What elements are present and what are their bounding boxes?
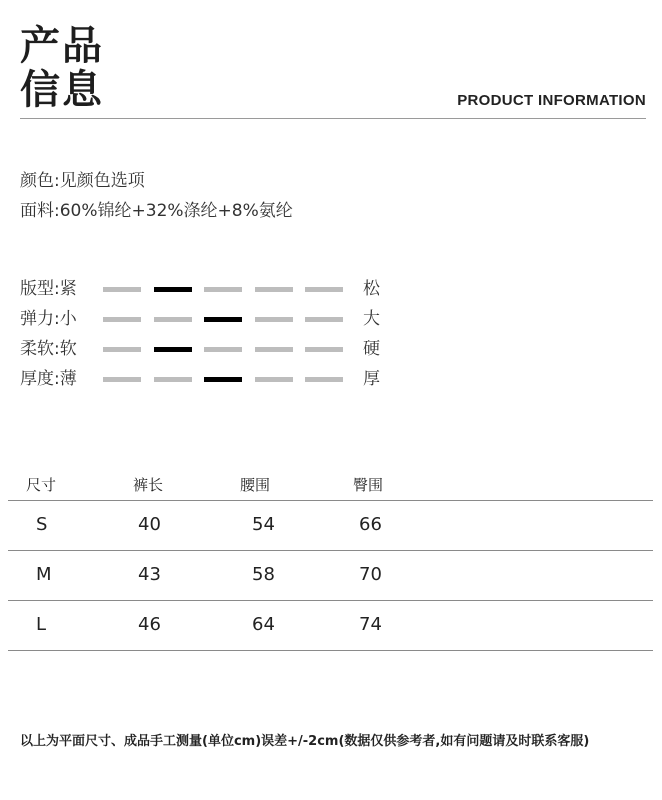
scale-segment xyxy=(305,377,343,382)
table-row xyxy=(8,501,653,551)
header-hip: 臀围 xyxy=(353,476,384,494)
scale-segment xyxy=(255,317,293,322)
scale-segment xyxy=(154,377,192,382)
scale-segment-selected xyxy=(154,347,192,352)
scale-segment xyxy=(305,287,343,292)
waist-cell: 54 xyxy=(252,514,275,535)
header-divider xyxy=(20,118,646,119)
scale-segment xyxy=(103,377,141,382)
hip-cell: 66 xyxy=(359,514,382,535)
waist-cell: 64 xyxy=(252,614,275,635)
page-subtitle-en: PRODUCT INFORMATION xyxy=(457,92,646,109)
scale-segment xyxy=(255,347,293,352)
title-line-2: 信息 xyxy=(20,67,104,113)
header-waist: 腰围 xyxy=(240,476,271,494)
scale-label: 厚度:薄 xyxy=(20,369,77,389)
scale-segment xyxy=(255,287,293,292)
scale-row-softness xyxy=(20,336,400,366)
scale-segment xyxy=(103,317,141,322)
scale-label: 弹力:小 xyxy=(20,309,77,329)
length-cell: 43 xyxy=(138,564,161,585)
size-cell: L xyxy=(36,614,47,635)
waist-cell: 58 xyxy=(252,564,275,585)
table-row xyxy=(8,601,653,651)
scale-segment xyxy=(204,347,242,352)
attribute-scales xyxy=(20,276,400,396)
scale-end-label: 大 xyxy=(363,309,380,329)
scale-segment-selected xyxy=(204,377,242,382)
scale-end-label: 厚 xyxy=(363,369,380,389)
scale-row-fit xyxy=(20,276,400,306)
size-cell: M xyxy=(36,564,52,585)
page-title xyxy=(20,24,104,112)
scale-segment xyxy=(103,287,141,292)
scale-segment xyxy=(305,317,343,322)
scale-segment xyxy=(103,347,141,352)
product-info xyxy=(20,166,293,226)
title-line-1: 产品 xyxy=(20,23,104,69)
color-info: 颜色:见颜色选项 xyxy=(20,171,145,191)
scale-segment-selected xyxy=(154,287,192,292)
table-row xyxy=(8,551,653,601)
header-length: 裤长 xyxy=(133,476,164,494)
size-cell: S xyxy=(36,514,48,535)
header-size: 尺寸 xyxy=(26,476,57,494)
measurement-note: 以上为平面尺寸、成品手工测量(单位cm)误差+/-2cm(数据仅供参考者,如有问题请及时联系客服) xyxy=(20,734,590,749)
scale-row-stretch xyxy=(20,306,400,336)
length-cell: 40 xyxy=(138,514,161,535)
fabric-info: 面料:60%锦纶+32%涤纶+8%氨纶 xyxy=(20,201,293,221)
scale-end-label: 硬 xyxy=(363,339,380,359)
scale-row-thickness xyxy=(20,366,400,396)
scale-end-label: 松 xyxy=(363,279,380,299)
scale-segment xyxy=(255,377,293,382)
length-cell: 46 xyxy=(138,614,161,635)
scale-segment xyxy=(154,317,192,322)
scale-segment xyxy=(305,347,343,352)
scale-segment-selected xyxy=(204,317,242,322)
row-divider xyxy=(8,650,653,651)
scale-segment xyxy=(204,287,242,292)
hip-cell: 70 xyxy=(359,564,382,585)
hip-cell: 74 xyxy=(359,614,382,635)
scale-label: 版型:紧 xyxy=(20,279,77,299)
scale-label: 柔软:软 xyxy=(20,339,77,359)
